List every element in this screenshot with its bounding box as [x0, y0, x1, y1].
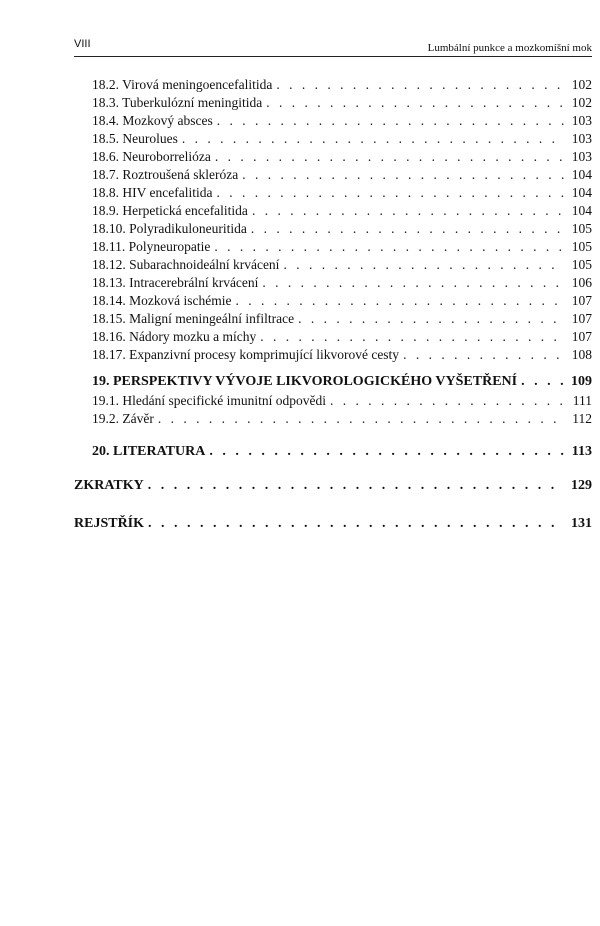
leader-dots [158, 410, 564, 428]
leader-dots [252, 202, 564, 220]
toc-number: 18.5. [92, 131, 119, 146]
toc-title [92, 328, 256, 346]
toc-entry-18-11[interactable] [74, 238, 592, 256]
toc-label: Mozková ischémie [129, 293, 232, 308]
toc-number: 18.10. [92, 221, 126, 236]
leader-dots [216, 184, 564, 202]
leader-dots [182, 130, 564, 148]
toc-page: 129 [571, 478, 592, 493]
toc-page: 103 [571, 113, 592, 128]
toc-title [92, 112, 213, 130]
toc-entry-18-9[interactable] [74, 202, 592, 220]
toc-entry-18-4[interactable] [74, 112, 592, 130]
leader-dots [214, 238, 564, 256]
toc-page: 107 [571, 329, 592, 344]
toc-number: 18.8. [92, 185, 119, 200]
toc-label: Intracerebrální krvácení [129, 275, 259, 290]
toc-label: Závěr [122, 411, 154, 426]
toc-label: Herpetická encefalitida [122, 203, 248, 218]
toc-label: Nádory mozku a míchy [129, 329, 257, 344]
toc-title [92, 292, 231, 310]
toc-page: 105 [571, 257, 592, 272]
toc-entry-18-17[interactable] [74, 346, 592, 364]
toc-label: Subarachnoideální krvácení [129, 257, 280, 272]
toc-entry-18-6[interactable] [74, 148, 592, 166]
toc-entry-18-2[interactable] [74, 76, 592, 94]
toc-label: Hledání specifické imunitní odpovědi [122, 393, 326, 408]
toc-label: Neurolues [122, 131, 178, 146]
toc-entry-19-2[interactable] [74, 410, 592, 428]
leader-dots [298, 310, 564, 328]
table-of-contents [74, 76, 592, 534]
leader-dots [251, 220, 564, 238]
toc-label: Expanzivní procesy komprimující likvorové cesty [129, 347, 400, 362]
toc-number: 18.4. [92, 113, 119, 128]
toc-entry-18-10[interactable] [74, 220, 592, 238]
toc-entry-18-5[interactable] [74, 130, 592, 148]
toc-page: 105 [571, 221, 592, 236]
toc-page: 103 [571, 149, 592, 164]
toc-number: 19.2. [92, 411, 119, 426]
toc-page: 102 [571, 95, 592, 110]
toc-entry-18-16[interactable] [74, 328, 592, 346]
leader-dots [521, 372, 564, 392]
toc-title [92, 346, 399, 364]
toc-label: Mozkový absces [122, 113, 213, 128]
toc-entry-19-1[interactable] [74, 392, 592, 410]
toc-index[interactable] [74, 514, 592, 534]
toc-page: 131 [571, 516, 592, 531]
toc-label: HIV encefalitida [122, 185, 213, 200]
toc-title [92, 166, 238, 184]
leader-dots [276, 76, 564, 94]
toc-page: 104 [571, 185, 592, 200]
toc-title [92, 202, 248, 220]
toc-page: 105 [571, 239, 592, 254]
toc-title [92, 310, 294, 328]
toc-page: 104 [571, 167, 592, 182]
toc-entry-18-3[interactable] [74, 94, 592, 112]
toc-chapter-title: 20. LITERATURA [92, 444, 206, 459]
toc-title [92, 410, 154, 428]
toc-page: 109 [571, 374, 592, 389]
leader-dots [260, 328, 564, 346]
running-title: Lumbální punkce a mozkomíšní mok [427, 42, 592, 54]
toc-page: 111 [572, 393, 592, 408]
toc-number: 19.1. [92, 393, 119, 408]
toc-entry-18-7[interactable] [74, 166, 592, 184]
toc-page: 107 [571, 293, 592, 308]
leader-dots [148, 514, 564, 534]
toc-number: 18.13. [92, 275, 126, 290]
toc-page: 107 [571, 311, 592, 326]
leader-dots [266, 94, 564, 112]
leader-dots [283, 256, 564, 274]
toc-title [92, 94, 262, 112]
toc-label: Neuroborrelióza [122, 149, 211, 164]
toc-chapter-title: 19. PERSPEKTIVY VÝVOJE LIKVOROLOGICKÉHO VYŠETŘENÍ [92, 374, 518, 389]
page-number: VIII [74, 38, 91, 50]
toc-number: 18.9. [92, 203, 119, 218]
toc-number: 18.11. [92, 239, 126, 254]
toc-title [92, 256, 279, 274]
toc-number: 18.14. [92, 293, 126, 308]
toc-number: 18.6. [92, 149, 119, 164]
leader-dots [148, 476, 564, 496]
page-header [74, 38, 592, 58]
toc-title [92, 274, 258, 292]
toc-number: 18.7. [92, 167, 119, 182]
toc-label: Tuberkulózní meningitida [122, 95, 263, 110]
toc-label: Polyneuropatie [128, 239, 211, 254]
toc-title [92, 130, 178, 148]
toc-page: 113 [571, 444, 592, 459]
toc-number: 18.12. [92, 257, 126, 272]
toc-entry-18-8[interactable] [74, 184, 592, 202]
toc-number: 18.15. [92, 311, 126, 326]
toc-title [92, 392, 326, 410]
toc-entry-18-13[interactable] [74, 274, 592, 292]
toc-number: 18.3. [92, 95, 119, 110]
leader-dots [242, 166, 564, 184]
toc-page: 108 [571, 347, 592, 362]
toc-title [92, 220, 247, 238]
toc-label: Roztroušená skleróza [122, 167, 239, 182]
toc-page: 102 [571, 77, 592, 92]
toc-label: Virová meningoencefalitida [122, 77, 273, 92]
toc-number: 18.17. [92, 347, 126, 362]
header-rule [74, 56, 592, 57]
toc-label: Polyradikuloneuritida [129, 221, 247, 236]
leader-dots [403, 346, 564, 364]
toc-number: 18.2. [92, 77, 119, 92]
toc-title [92, 238, 210, 256]
toc-entry-18-15[interactable] [74, 310, 592, 328]
toc-page: 104 [571, 203, 592, 218]
leader-dots [215, 148, 564, 166]
leader-dots [209, 442, 564, 462]
toc-entry-18-14[interactable] [74, 292, 592, 310]
leader-dots [217, 112, 564, 130]
toc-page: 103 [571, 131, 592, 146]
toc-entry-18-12[interactable] [74, 256, 592, 274]
toc-chapter-20[interactable] [74, 442, 592, 462]
toc-abbreviations[interactable] [74, 476, 592, 496]
toc-title [92, 76, 272, 94]
toc-page: 112 [572, 411, 592, 426]
leader-dots [330, 392, 564, 410]
toc-number: 18.16. [92, 329, 126, 344]
toc-label: Maligní meningeální infiltrace [129, 311, 295, 326]
toc-chapter-title: ZKRATKY [74, 478, 144, 493]
toc-chapter-19[interactable] [74, 372, 592, 392]
toc-title [92, 148, 211, 166]
toc-page: 106 [571, 275, 592, 290]
leader-dots [262, 274, 564, 292]
toc-title [92, 184, 212, 202]
leader-dots [235, 292, 564, 310]
toc-chapter-title: REJSTŘÍK [74, 516, 145, 531]
